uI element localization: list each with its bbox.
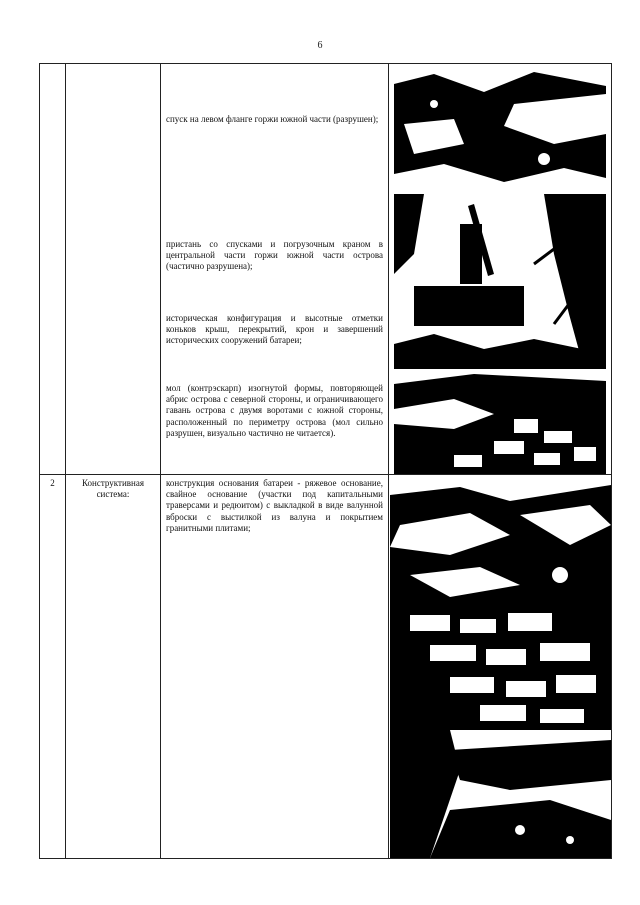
table-left-border: [39, 63, 40, 859]
table-right-border: [611, 63, 612, 859]
page-number: 6: [317, 40, 323, 51]
row-category: Конструктивная система:: [82, 478, 144, 499]
description-item: историческая конфигурация и высотные отметки коньков крыш, перекрытий, крон и завершений исторических сооружений батареи;: [166, 313, 383, 346]
description-item: мол (контрэскарп) изогнутой формы, повторяющей абрис острова с северной стороны, и ограничивающего гавань острова с двумя воротами с южной стороны, расположенный по периметру острова (мол сильно разрушен, визуально частично не читается).: [166, 383, 383, 438]
col-divider-description: [388, 63, 389, 859]
photo-breakwater-stones-icon: [394, 369, 606, 474]
table-bottom-border: [39, 858, 612, 859]
col-divider-number: [65, 63, 66, 859]
description-item: пристань со спусками и погрузочным краном в центральной части горжи южной части острова (частично разрушена);: [166, 239, 383, 272]
description-item: конструкция основания батареи - ряжевое основание, свайное основание (участки под капитальными траверсами и редюитом) с выкладкой в виде валунной вброски с выстилкой из валуна и покрытием гранитными плитами;: [166, 478, 383, 533]
photo-pier-crane-icon: [394, 194, 606, 369]
row-number: 2: [50, 478, 55, 488]
photo-waterline-rubble-icon: [390, 730, 611, 858]
description-item: спуск на левом фланге горжи южной части (разрушен);: [166, 114, 379, 124]
col-divider-category: [160, 63, 161, 859]
photo-overgrown-foundation-icon: [390, 475, 611, 605]
photo-granite-slabs-icon: [390, 605, 611, 730]
photo-rocky-shore-icon: [394, 64, 606, 194]
